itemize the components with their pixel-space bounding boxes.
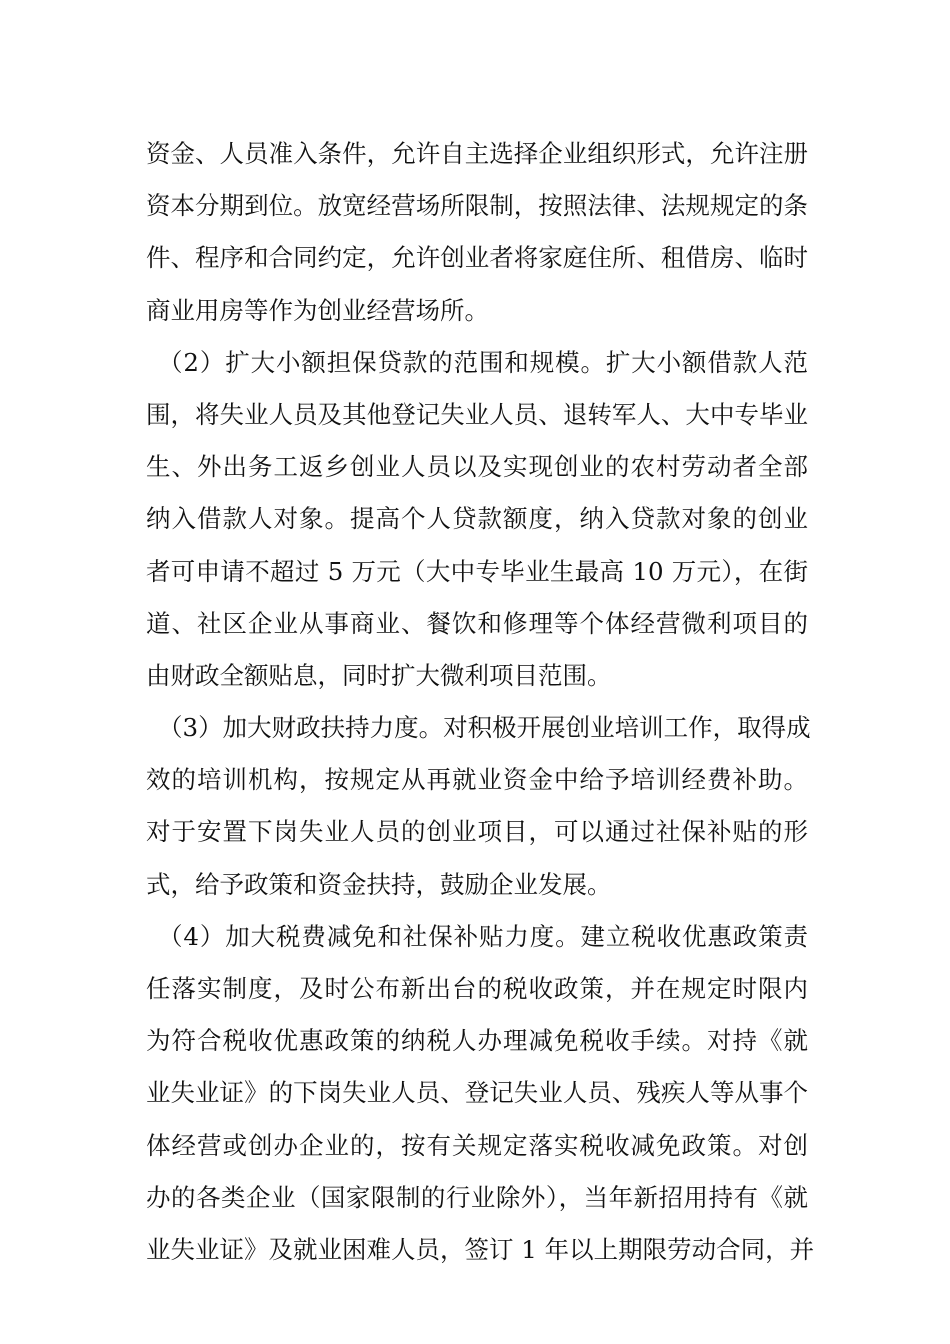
body-line: 业失业证》及就业困难人员，签订 1 年以上期限劳动合同，并: [146, 1234, 815, 1264]
body-line: 商业用房等作为创业经营场所。: [146, 295, 489, 325]
body-line: 生、外出务工返乡创业人员以及实现创业的农村劳动者全部: [146, 452, 808, 482]
body-line: 办的各类企业（国家限制的行业除外），当年新招用持有《就: [146, 1182, 808, 1212]
body-line: 围，将失业人员及其他登记失业人员、退转军人、大中专毕业: [146, 399, 808, 429]
body-line: 体经营或创办企业的，按有关规定落实税收减免政策。对创: [146, 1130, 808, 1160]
body-line: 资金、人员准入条件，允许自主选择企业组织形式，允许注册: [146, 139, 808, 168]
body-line: 任落实制度，及时公布新出台的税收政策，并在规定时限内: [146, 974, 808, 1003]
body-line: （4）加大税费减免和社保补贴力度。建立税收优惠政策责: [158, 921, 808, 951]
body-line: 纳入借款人对象。提高个人贷款额度，纳入贷款对象的创业: [146, 504, 808, 534]
body-line: 道、社区企业从事商业、餐饮和修理等个体经营微利项目的: [146, 608, 808, 638]
body-line: 者可申请不超过 5 万元（大中专毕业生最高 10 万元），在街: [146, 556, 808, 586]
body-line: 由财政全额贴息，同时扩大微利项目范围。: [146, 660, 612, 690]
body-line: （3）加大财政扶持力度。对积极开展创业培训工作，取得成: [158, 713, 811, 743]
body-line: 资本分期到位。放宽经营场所限制，按照法律、法规规定的条: [146, 191, 808, 221]
document-body: [146, 128, 815, 1276]
body-line: 件、程序和合同约定，允许创业者将家庭住所、租借房、临时: [146, 243, 808, 273]
body-line: 式，给予政策和资金扶持，鼓励企业发展。: [146, 869, 612, 899]
body-line: 业失业证》的下岗失业人员、登记失业人员、残疾人等从事个: [146, 1078, 808, 1108]
body-line: 为符合税收优惠政策的纳税人办理减免税收手续。对持《就: [146, 1026, 808, 1056]
body-line: 对于安置下岗失业人员的创业项目，可以通过社保补贴的形: [146, 817, 808, 847]
body-line: （2）扩大小额担保贷款的范围和规模。扩大小额借款人范: [158, 347, 808, 377]
body-line: 效的培训机构，按规定从再就业资金中给予培训经费补助。: [146, 765, 808, 795]
